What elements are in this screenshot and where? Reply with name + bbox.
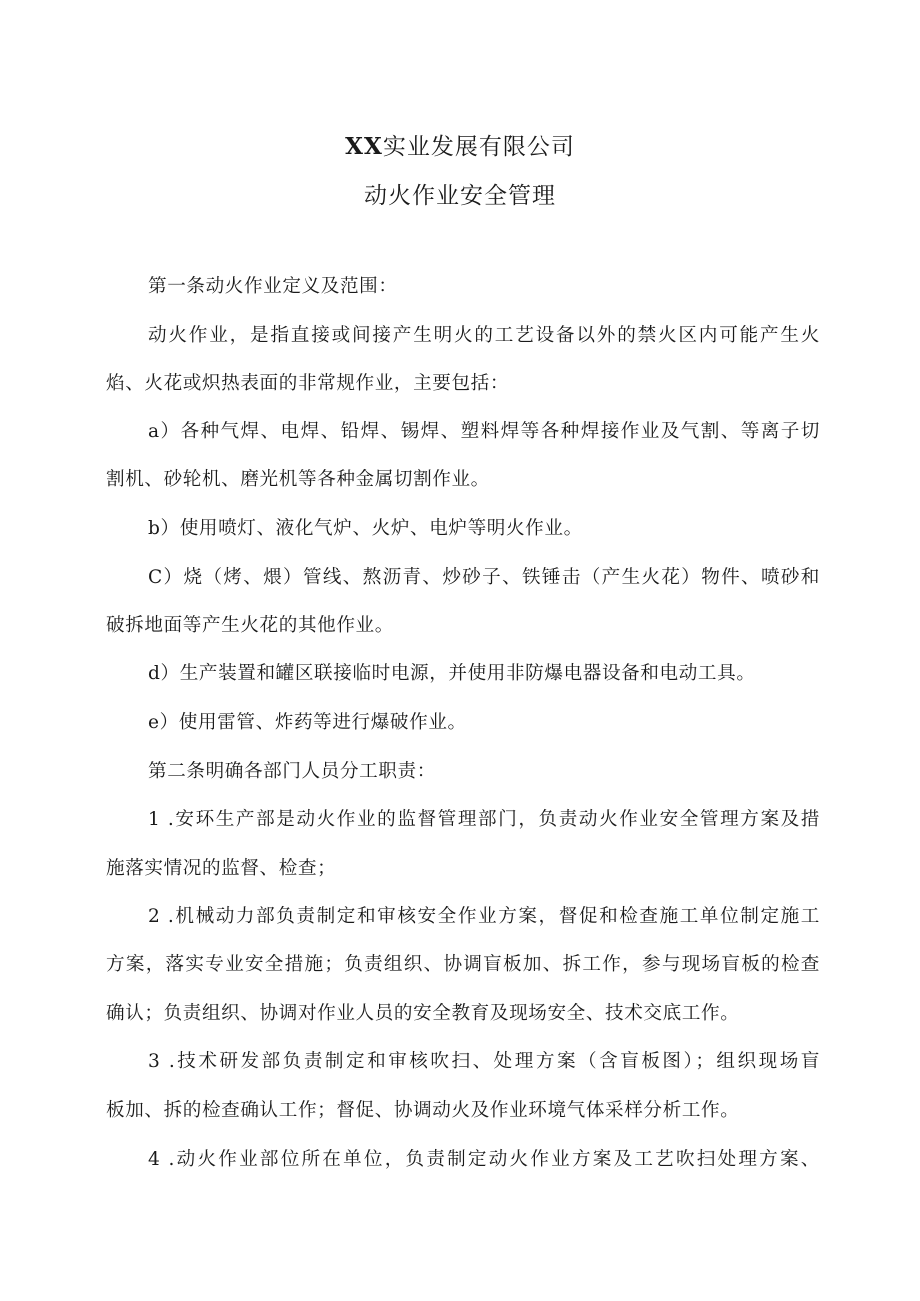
list-item-a-line: 割机、砂轮机、磨光机等各种金属切割作业。 bbox=[106, 469, 490, 490]
list-item-b: b）使用喷灯、液化气炉、火炉、电炉等明火作业。 bbox=[148, 518, 583, 539]
duty-1-line: 1 .安环生产部是动火作业的监督管理部门，负责动火作业安全管理方案及措 bbox=[148, 809, 820, 830]
list-item-c-line: 破拆地面等产生火花的其他作业。 bbox=[106, 615, 394, 636]
article-2-heading: 第二条明确各部门人员分工职责： bbox=[148, 761, 436, 782]
duty-2-line: 2 .机械动力部负责制定和审核安全作业方案，督促和检查施工单位制定施工 bbox=[148, 906, 820, 927]
list-item-c-line: C）烧（烤、煨）管线、熬沥青、炒砂子、铁锤击（产生火花）物件、喷砂和 bbox=[148, 567, 820, 588]
duty-2-line: 确认；负责组织、协调对作业人员的安全教育及现场安全、技术交底工作。 bbox=[106, 1003, 740, 1024]
duty-2-line: 方案，落实专业安全措施；负责组织、协调盲板加、拆工作，参与现场盲板的检查 bbox=[106, 954, 820, 975]
paragraph-line: 焰、火花或炽热表面的非常规作业，主要包括： bbox=[106, 373, 510, 394]
duty-3-line: 3 .技术研发部负责制定和审核吹扫、处理方案（含盲板图）；组织现场盲 bbox=[148, 1051, 820, 1072]
duty-3-line: 板加、拆的检查确认工作；督促、协调动火及作业环境气体采样分析工作。 bbox=[106, 1100, 740, 1121]
paragraph-line: 动火作业，是指直接或间接产生明火的工艺设备以外的禁火区内可能产生火 bbox=[148, 325, 820, 346]
duty-1-line: 施落实情况的监督、检查； bbox=[106, 858, 337, 879]
company-prefix: XX bbox=[345, 133, 383, 160]
duty-4-line: 4 .动火作业部位所在单位，负责制定动火作业方案及工艺吹扫处理方案、 bbox=[148, 1149, 820, 1170]
list-item-d: d）生产装置和罐区联接临时电源，并使用非防爆电器设备和电动工具。 bbox=[148, 663, 756, 684]
list-item-e: e）使用雷管、炸药等进行爆破作业。 bbox=[148, 712, 467, 733]
article-1-heading: 第一条动火作业定义及范围： bbox=[148, 276, 398, 297]
company-name-heading bbox=[0, 128, 920, 161]
document-title: 动火作业安全管理 bbox=[364, 183, 556, 209]
company-name-rest: 实业发展有限公司 bbox=[382, 134, 575, 160]
list-item-a-line: a）各种气焊、电焊、铅焊、锡焊、塑料焊等各种焊接作业及气割、等离子切 bbox=[148, 421, 820, 442]
